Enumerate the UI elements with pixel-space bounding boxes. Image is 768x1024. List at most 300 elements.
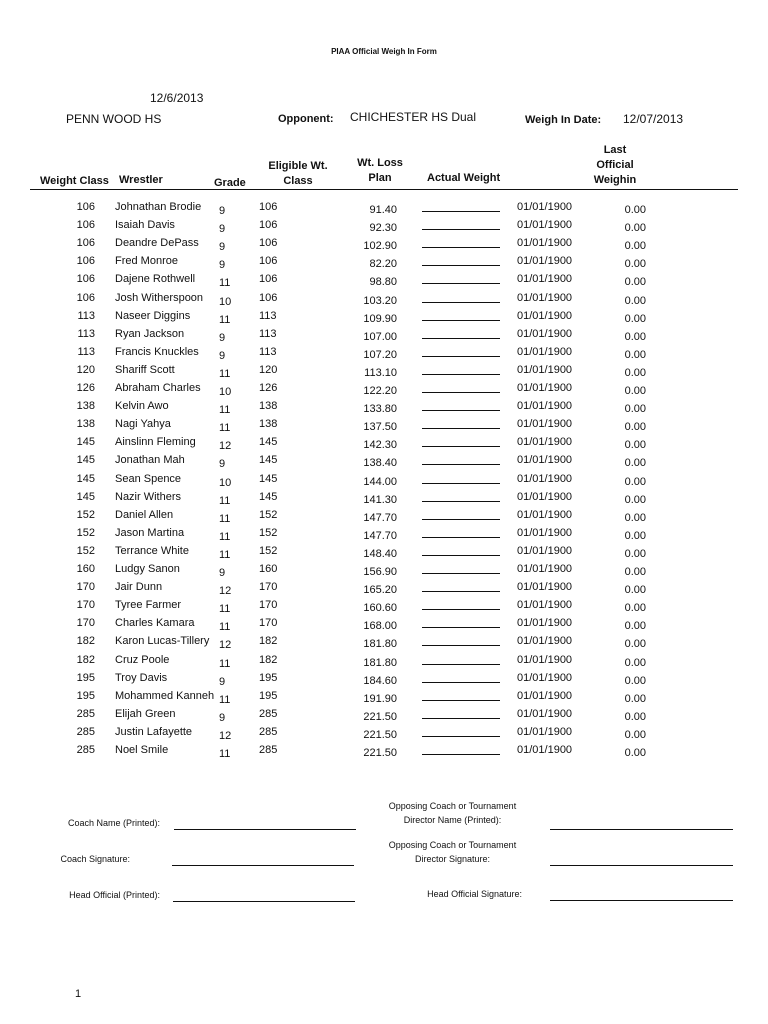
last-weighin-date-cell: 01/01/1900 (517, 581, 573, 594)
last-weighin-date-cell: 01/01/1900 (517, 635, 573, 648)
loss-plan-cell: 181.80 (363, 638, 397, 651)
grade-cell: 9 (219, 259, 226, 272)
wrestler-name-cell: Nagi Yahya (115, 418, 171, 431)
table-row (0, 599, 768, 617)
grade-cell: 9 (219, 711, 226, 724)
table-row (0, 672, 768, 690)
loss-plan-cell: 184.60 (363, 674, 397, 687)
wrestler-name-cell: Charles Kamara (115, 617, 195, 630)
actual-weight-entry-line[interactable] (422, 211, 500, 212)
wrestler-name-cell: Terrance White (115, 544, 189, 557)
actual-weight-entry-line[interactable] (422, 428, 500, 429)
loss-plan-cell: 160.60 (363, 602, 397, 615)
actual-weight-entry-line[interactable] (422, 682, 500, 683)
table-row (0, 237, 768, 255)
grade-cell: 11 (219, 603, 231, 616)
table-row (0, 418, 768, 436)
last-weighin-date-cell: 01/01/1900 (517, 744, 573, 756)
wrestler-name-cell: Kelvin Awo (115, 400, 169, 413)
table-row (0, 708, 768, 726)
table-row (0, 581, 768, 599)
table-row (0, 273, 768, 291)
loss-plan-cell: 142.30 (363, 439, 397, 452)
form-title: PIAA Official Weigh In Form (331, 47, 437, 56)
actual-weight-entry-line[interactable] (422, 609, 500, 610)
last-weighin-date-cell: 01/01/1900 (517, 544, 573, 557)
loss-plan-cell: 144.00 (363, 475, 397, 488)
last-weighin-weight-cell: 0.00 (624, 566, 646, 578)
eligible-class-cell: 106 (259, 273, 278, 286)
loss-plan-cell: 168.00 (363, 620, 397, 633)
last-weighin-weight-cell: 0.00 (624, 602, 646, 615)
grade-cell: 11 (219, 530, 231, 543)
loss-plan-cell: 91.40 (369, 204, 397, 216)
last-weighin-date-cell: 01/01/1900 (517, 508, 573, 521)
loss-plan-cell: 133.80 (363, 403, 397, 416)
weight-class-cell: 106 (76, 237, 95, 250)
eligible-class-cell: 120 (259, 363, 278, 376)
actual-weight-entry-line[interactable] (422, 537, 500, 538)
grade-cell: 12 (219, 729, 232, 742)
last-weighin-date-cell: 01/01/1900 (517, 617, 573, 630)
last-weighin-date-cell: 01/01/1900 (517, 237, 573, 250)
eligible-class-cell: 106 (259, 219, 278, 232)
col-header-grade: Grade (214, 177, 246, 189)
loss-plan-cell: 156.90 (363, 566, 397, 578)
weight-class-cell: 285 (76, 707, 95, 720)
wrestler-name-cell: Abraham Charles (115, 382, 201, 394)
eligible-class-cell: 285 (259, 725, 278, 738)
grade-cell: 9 (219, 223, 226, 236)
grade-cell: 9 (219, 241, 226, 254)
eligible-class-cell: 152 (259, 526, 278, 539)
last-weighin-date-cell: 01/01/1900 (517, 291, 573, 304)
table-row (0, 292, 768, 310)
actual-weight-entry-line[interactable] (422, 265, 500, 266)
last-weighin-weight-cell: 0.00 (624, 385, 646, 397)
loss-plan-cell: 148.40 (363, 547, 397, 560)
last-weighin-weight-cell: 0.00 (624, 674, 646, 687)
col-header-eligible-line2: Class (283, 175, 313, 187)
actual-weight-entry-line[interactable] (422, 229, 500, 230)
grade-cell: 11 (219, 657, 231, 670)
form-date: 12/6/2013 (150, 91, 204, 105)
col-header-actual-weight: Actual Weight (427, 172, 501, 184)
grade-cell: 9 (219, 458, 226, 471)
weight-class-cell: 170 (76, 617, 95, 630)
actual-weight-entry-line[interactable] (422, 501, 500, 502)
weight-class-cell: 160 (76, 563, 95, 575)
last-weighin-weight-cell: 0.00 (624, 547, 646, 560)
weight-class-cell: 170 (76, 599, 95, 612)
last-weighin-weight-cell: 0.00 (624, 348, 646, 361)
weight-class-cell: 113 (77, 327, 95, 340)
last-weighin-weight-cell: 0.00 (624, 294, 646, 307)
eligible-class-cell: 145 (259, 436, 278, 449)
actual-weight-entry-line[interactable] (422, 374, 500, 375)
loss-plan-cell: 113.10 (364, 366, 397, 379)
eligible-class-cell: 145 (259, 490, 278, 503)
eligible-class-cell: 152 (259, 544, 278, 557)
actual-weight-entry-line[interactable] (422, 392, 500, 393)
eligible-class-cell: 113 (259, 327, 277, 340)
weight-class-cell: 195 (76, 671, 95, 684)
opposing-signature-line[interactable] (550, 865, 733, 866)
weight-class-cell: 138 (76, 418, 95, 431)
wrestler-name-cell: Mohammed Kanneh (115, 689, 215, 702)
last-weighin-date-cell: 01/01/1900 (517, 490, 573, 503)
eligible-class-cell: 170 (259, 617, 278, 630)
table-row (0, 654, 768, 672)
grade-cell: 10 (219, 386, 232, 398)
loss-plan-cell: 181.80 (363, 656, 397, 669)
actual-weight-entry-line[interactable] (422, 573, 500, 574)
grade-cell: 11 (219, 404, 231, 417)
eligible-class-cell: 138 (259, 418, 278, 431)
last-weighin-weight-cell: 0.00 (624, 710, 646, 723)
opposing-signature-label (370, 838, 535, 866)
grade-cell: 9 (219, 205, 226, 217)
opponent-name: CHICHESTER HS Dual (350, 110, 477, 124)
eligible-class-cell: 106 (259, 255, 278, 268)
last-weighin-date-cell: 01/01/1900 (517, 472, 573, 485)
eligible-class-cell: 160 (259, 563, 278, 575)
col-header-last-line1: Last (603, 144, 627, 156)
eligible-class-cell: 285 (259, 744, 278, 756)
weight-class-cell: 113 (77, 345, 95, 358)
table-row (0, 509, 768, 527)
grade-cell: 11 (219, 313, 231, 326)
last-weighin-date-cell: 01/01/1900 (517, 671, 573, 684)
table-row (0, 364, 768, 382)
last-weighin-weight-cell: 0.00 (624, 366, 646, 379)
last-weighin-weight-cell: 0.00 (624, 728, 646, 741)
actual-weight-entry-line[interactable] (422, 754, 500, 755)
last-weighin-date-cell: 01/01/1900 (517, 363, 573, 376)
weight-class-cell: 106 (76, 219, 95, 232)
loss-plan-cell: 92.30 (369, 222, 397, 235)
last-weighin-date-cell: 01/01/1900 (517, 382, 573, 394)
eligible-class-cell: 106 (259, 201, 278, 213)
wrestler-name-cell: Noel Smile (115, 744, 169, 756)
eligible-class-cell: 113 (259, 309, 277, 322)
grade-cell: 12 (219, 639, 232, 652)
last-weighin-weight-cell: 0.00 (624, 276, 646, 289)
last-weighin-weight-cell: 0.00 (624, 529, 646, 542)
last-weighin-weight-cell: 0.00 (624, 692, 646, 705)
loss-plan-cell: 98.80 (369, 276, 397, 289)
loss-plan-cell: 141.30 (363, 493, 397, 506)
actual-weight-entry-line[interactable] (422, 247, 500, 248)
last-weighin-weight-cell: 0.00 (624, 493, 646, 506)
last-weighin-weight-cell: 0.00 (624, 421, 646, 434)
table-row (0, 201, 768, 219)
loss-plan-cell: 221.50 (363, 710, 397, 723)
opponent-label: Opponent: (278, 113, 334, 125)
actual-weight-entry-line[interactable] (422, 483, 500, 484)
actual-weight-entry-line[interactable] (422, 645, 500, 646)
col-header-wrestler: Wrestler (119, 174, 163, 186)
grade-cell: 11 (219, 422, 231, 435)
loss-plan-cell: 147.70 (363, 511, 397, 524)
weight-class-cell: 145 (76, 490, 95, 503)
last-weighin-date-cell: 01/01/1900 (517, 436, 573, 449)
grade-cell: 9 (219, 567, 226, 579)
col-header-eligible-line1: Eligible Wt. (268, 160, 328, 172)
grade-cell: 10 (219, 476, 232, 489)
eligible-class-cell: 182 (259, 635, 278, 648)
actual-weight-entry-line[interactable] (422, 736, 500, 737)
coach-name-line[interactable] (174, 829, 356, 830)
coach-signature-line[interactable] (172, 865, 354, 866)
loss-plan-cell: 191.90 (363, 692, 397, 705)
wrestler-name-cell: Shariff Scott (115, 363, 175, 376)
table-row (0, 328, 768, 346)
table-row (0, 382, 768, 400)
table-row (0, 527, 768, 545)
actual-weight-entry-line[interactable] (422, 283, 500, 284)
last-weighin-weight-cell: 0.00 (624, 258, 646, 271)
table-row (0, 545, 768, 563)
weight-class-cell: 170 (76, 581, 95, 594)
actual-weight-entry-line[interactable] (422, 627, 500, 628)
eligible-class-cell: 195 (259, 671, 278, 684)
eligible-class-cell: 113 (259, 345, 277, 358)
grade-cell: 11 (219, 367, 231, 380)
weigh-in-date: 12/07/2013 (623, 112, 684, 126)
last-weighin-date-cell: 01/01/1900 (517, 707, 573, 720)
wrestler-name-cell: Johnathan Brodie (115, 201, 202, 213)
col-header-last-weighin (583, 143, 647, 188)
weight-class-cell: 145 (76, 472, 95, 485)
table-row (0, 454, 768, 472)
weight-class-cell: 106 (76, 273, 95, 286)
eligible-class-cell: 152 (259, 508, 278, 521)
last-weighin-date-cell: 01/01/1900 (517, 327, 573, 340)
wrestler-name-cell: Deandre DePass (115, 237, 199, 250)
eligible-class-cell: 138 (259, 400, 278, 413)
table-row (0, 219, 768, 237)
weight-class-cell: 285 (76, 744, 95, 756)
eligible-class-cell: 170 (259, 581, 278, 594)
weight-class-cell: 182 (76, 653, 95, 666)
last-weighin-date-cell: 01/01/1900 (517, 599, 573, 612)
wrestler-name-cell: Jair Dunn (115, 581, 163, 594)
eligible-class-cell: 126 (259, 382, 278, 394)
weight-class-cell: 120 (76, 363, 95, 376)
eligible-class-cell: 285 (259, 707, 278, 720)
weigh-in-date-label: Weigh In Date: (525, 114, 602, 126)
last-weighin-weight-cell: 0.00 (624, 584, 646, 597)
last-weighin-date-cell: 01/01/1900 (517, 725, 573, 738)
grade-cell: 11 (219, 621, 231, 634)
table-row (0, 310, 768, 328)
loss-plan-cell: 138.40 (363, 457, 397, 470)
weight-class-cell: 182 (76, 635, 95, 648)
actual-weight-entry-line[interactable] (422, 356, 500, 357)
loss-plan-cell: 221.50 (363, 747, 397, 759)
col-header-weight-class: Weight Class (40, 175, 109, 187)
opposing-name-label (370, 799, 535, 827)
wrestler-name-cell: Daniel Allen (115, 508, 174, 521)
opposing-name-label-line2: Director Name (Printed): (403, 815, 502, 825)
last-weighin-date-cell: 01/01/1900 (517, 526, 573, 539)
page-number: 1 (75, 988, 82, 1000)
wrestler-name-cell: Josh Witherspoon (115, 291, 204, 304)
last-weighin-date-cell: 01/01/1900 (517, 273, 573, 286)
opposing-signature-label-line1: Opposing Coach or Tournament (388, 840, 517, 850)
last-weighin-weight-cell: 0.00 (624, 240, 646, 253)
wrestler-name-cell: Naseer Diggins (115, 309, 191, 322)
grade-cell: 11 (219, 748, 231, 760)
school-name: PENN WOOD HS (66, 112, 162, 126)
weight-class-cell: 145 (76, 436, 95, 449)
opposing-name-line[interactable] (550, 829, 733, 830)
wrestler-name-cell: Nazir Withers (115, 490, 182, 503)
wrestler-name-cell: Elijah Green (115, 707, 176, 720)
loss-plan-cell: 103.20 (363, 294, 397, 307)
header-divider (30, 189, 738, 190)
actual-weight-entry-line[interactable] (422, 555, 500, 556)
last-weighin-weight-cell: 0.00 (624, 403, 646, 416)
loss-plan-cell: 109.90 (363, 312, 397, 325)
last-weighin-weight-cell: 0.00 (624, 439, 646, 452)
wrestler-name-cell: Jonathan Mah (115, 454, 185, 467)
weight-class-cell: 106 (76, 291, 95, 304)
table-row (0, 726, 768, 744)
grade-cell: 9 (219, 675, 226, 688)
last-weighin-date-cell: 01/01/1900 (517, 454, 573, 467)
grade-cell: 11 (219, 277, 231, 290)
table-row (0, 346, 768, 364)
last-weighin-date-cell: 01/01/1900 (517, 418, 573, 431)
table-row (0, 635, 768, 653)
last-weighin-weight-cell: 0.00 (624, 747, 646, 759)
wrestler-name-cell: Dajene Rothwell (115, 273, 196, 286)
weight-class-cell: 138 (76, 400, 95, 413)
wrestler-name-cell: Tyree Farmer (115, 599, 182, 612)
loss-plan-cell: 147.70 (363, 529, 397, 542)
table-row (0, 491, 768, 509)
weight-class-cell: 195 (76, 689, 95, 702)
actual-weight-entry-line[interactable] (422, 718, 500, 719)
eligible-class-cell: 170 (259, 599, 278, 612)
weight-class-cell: 152 (76, 508, 95, 521)
last-weighin-date-cell: 01/01/1900 (517, 255, 573, 268)
col-header-loss-plan (348, 156, 412, 186)
actual-weight-entry-line[interactable] (422, 700, 500, 701)
last-weighin-date-cell: 01/01/1900 (517, 345, 573, 358)
eligible-class-cell: 106 (259, 291, 278, 304)
head-official-printed-label: Head Official (Printed): (69, 890, 160, 900)
actual-weight-entry-line[interactable] (422, 591, 500, 592)
eligible-class-cell: 145 (259, 472, 278, 485)
weight-class-cell: 145 (76, 454, 95, 467)
grade-cell: 9 (219, 331, 226, 344)
wrestler-name-cell: Ryan Jackson (115, 327, 185, 340)
col-header-loss-plan-line1: Wt. Loss (357, 157, 403, 169)
col-header-eligible (262, 159, 334, 189)
loss-plan-cell: 122.20 (363, 385, 397, 397)
last-weighin-weight-cell: 0.00 (624, 457, 646, 470)
actual-weight-entry-line[interactable] (422, 338, 500, 339)
grade-cell: 10 (219, 295, 232, 308)
last-weighin-weight-cell: 0.00 (624, 312, 646, 325)
wrestler-name-cell: Justin Lafayette (115, 725, 193, 738)
weight-class-cell: 113 (77, 309, 95, 322)
actual-weight-entry-line[interactable] (422, 446, 500, 447)
actual-weight-entry-line[interactable] (422, 664, 500, 665)
table-row (0, 617, 768, 635)
actual-weight-entry-line[interactable] (422, 410, 500, 411)
grade-cell: 9 (219, 349, 226, 362)
actual-weight-entry-line[interactable] (422, 302, 500, 303)
col-header-loss-plan-line2: Plan (368, 172, 392, 184)
loss-plan-cell: 102.90 (363, 240, 397, 253)
wrestler-name-cell: Karon Lucas-Tillery (115, 635, 210, 648)
loss-plan-cell: 107.20 (363, 348, 397, 361)
eligible-class-cell: 145 (259, 454, 278, 467)
wrestler-name-cell: Troy Davis (115, 671, 168, 684)
head-official-signature-line[interactable] (550, 900, 733, 901)
weight-class-cell: 152 (76, 544, 95, 557)
loss-plan-cell: 107.00 (363, 330, 397, 343)
grade-cell: 11 (219, 494, 231, 507)
wrestler-name-cell: Sean Spence (115, 472, 182, 485)
head-official-printed-line[interactable] (173, 901, 355, 902)
last-weighin-date-cell: 01/01/1900 (517, 653, 573, 666)
actual-weight-entry-line[interactable] (422, 464, 500, 465)
wrestler-name-cell: Francis Knuckles (115, 345, 199, 358)
last-weighin-date-cell: 01/01/1900 (517, 219, 573, 232)
eligible-class-cell: 106 (259, 237, 278, 250)
wrestler-name-cell: Ludgy Sanon (115, 563, 180, 575)
eligible-class-cell: 195 (259, 689, 278, 702)
last-weighin-weight-cell: 0.00 (624, 222, 646, 235)
grade-cell: 11 (219, 548, 231, 561)
grade-cell: 12 (219, 585, 232, 598)
last-weighin-date-cell: 01/01/1900 (517, 689, 573, 702)
wrestler-name-cell: Isaiah Davis (115, 219, 175, 232)
last-weighin-weight-cell: 0.00 (624, 638, 646, 651)
coach-signature-label: Coach Signature: (60, 854, 130, 864)
last-weighin-date-cell: 01/01/1900 (517, 563, 573, 575)
table-row (0, 436, 768, 454)
weight-class-cell: 285 (76, 725, 95, 738)
last-weighin-weight-cell: 0.00 (624, 204, 646, 216)
wrestler-name-cell: Ainslinn Fleming (115, 436, 196, 449)
last-weighin-date-cell: 01/01/1900 (517, 309, 573, 322)
wrestler-name-cell: Fred Monroe (115, 255, 178, 268)
actual-weight-entry-line[interactable] (422, 320, 500, 321)
coach-name-label: Coach Name (Printed): (67, 818, 160, 828)
weight-class-cell: 152 (76, 526, 95, 539)
table-row (0, 563, 768, 581)
loss-plan-cell: 137.50 (363, 421, 397, 434)
loss-plan-cell: 165.20 (363, 584, 397, 597)
col-header-last-line3: Weighin (593, 174, 637, 186)
last-weighin-date-cell: 01/01/1900 (517, 201, 573, 213)
table-row (0, 255, 768, 273)
actual-weight-entry-line[interactable] (422, 519, 500, 520)
eligible-class-cell: 182 (259, 653, 278, 666)
wrestler-name-cell: Cruz Poole (115, 653, 170, 666)
opposing-name-label-line1: Opposing Coach or Tournament (388, 801, 517, 811)
wrestler-name-cell: Jason Martina (115, 526, 185, 539)
last-weighin-weight-cell: 0.00 (624, 511, 646, 524)
table-row (0, 744, 768, 762)
table-row (0, 690, 768, 708)
